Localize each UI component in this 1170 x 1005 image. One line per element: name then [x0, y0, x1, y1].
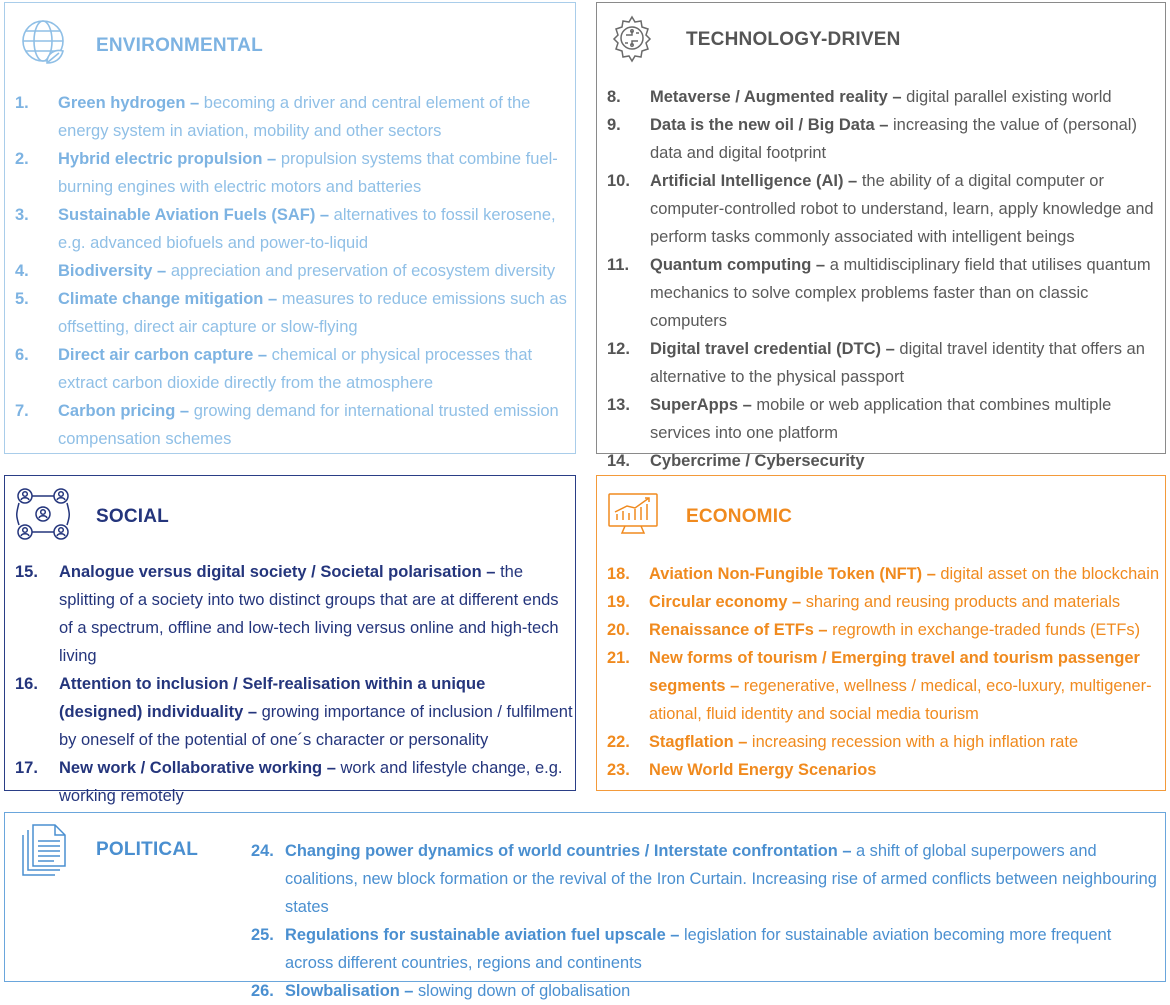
item-term: Regulations for sustainable aviation fuel upscale – — [285, 926, 680, 944]
list-item — [607, 391, 1163, 447]
item-term: New forms of tourism / Emerging travel and tourism passenger segments – — [649, 649, 1140, 695]
item-term: New work / Collaborative working – — [59, 759, 336, 777]
list-item — [251, 921, 1163, 977]
item-description: increasing recession with a high inflation rate — [751, 733, 1079, 751]
documents-icon — [19, 823, 69, 879]
item-term: Carbon pricing – — [58, 402, 190, 420]
item-term: Artificial Intelligence (AI) – — [650, 172, 858, 190]
item-term: Biodiversity – — [58, 262, 167, 280]
item-description: regenerative, wellness / medical, eco-luxury, multigener- ational, fluid identity and social media tourism — [649, 677, 1152, 723]
item-term: Renaissance of ETFs – — [649, 621, 828, 639]
item-description: mobile or web application that combines multiple services into one platform — [650, 396, 1112, 442]
economic-list — [607, 560, 1163, 784]
list-item — [15, 145, 571, 201]
list-item — [15, 201, 571, 257]
list-item — [607, 251, 1163, 335]
item-number: 22. — [607, 733, 630, 751]
item-number: 11. — [607, 256, 630, 274]
item-term: Sustainable Aviation Fuels (SAF) – — [58, 206, 330, 224]
item-term: Data is the new oil / Big Data – — [650, 116, 889, 134]
item-description: the ability of a digital computer or computer-controlled robot to understand, learn, apply knowledge and perform tasks commonly associated with intelligent beings — [650, 172, 1154, 246]
item-term: Attention to inclusion / Self-realisation within a unique (designed) individuality – — [59, 675, 486, 721]
growth-chart-monitor-icon — [607, 490, 659, 536]
item-term: Quantum computing – — [650, 256, 826, 274]
list-item — [607, 83, 1163, 111]
item-number: 13. — [607, 396, 630, 414]
item-term: Circular economy – — [649, 593, 802, 611]
item-description: measures to reduce emissions such as offsetting, direct air capture or slow-flying — [58, 290, 567, 336]
technology-title: TECHNOLOGY-DRIVEN — [686, 29, 901, 50]
item-term: Analogue versus digital society / Societal polarisation – — [59, 563, 496, 581]
item-description: sharing and reusing products and materials — [805, 593, 1121, 611]
item-description: work and lifestyle change, e.g. working remotely — [59, 759, 563, 805]
list-item — [607, 111, 1163, 167]
list-item — [15, 89, 571, 145]
item-term: Digital travel credential (DTC) – — [650, 340, 895, 358]
political-panel — [4, 812, 1166, 1000]
list-item — [607, 756, 1163, 784]
list-item — [251, 837, 1163, 921]
item-number: 3. — [15, 206, 29, 224]
item-description: slowing down of globalisation — [417, 982, 631, 1000]
item-number: 16. — [15, 675, 38, 693]
item-term: SuperApps – — [650, 396, 752, 414]
social-panel — [4, 475, 576, 805]
technology-list — [607, 83, 1163, 475]
item-number: 9. — [607, 116, 621, 134]
item-description: increasing the value of (personal) data and digital footprint — [650, 116, 1137, 162]
item-term: Changing power dynamics of world countries / Interstate confrontation – — [285, 842, 852, 860]
item-term: Slowbalisation – — [285, 982, 414, 1000]
gear-circuit-icon — [607, 13, 657, 63]
item-number: 18. — [607, 565, 630, 583]
item-term: New World Energy Scenarios — [649, 761, 877, 779]
political-title: POLITICAL — [96, 839, 199, 860]
item-term: Aviation Non-Fungible Token (NFT) – — [649, 565, 936, 583]
item-number: 6. — [15, 346, 29, 364]
list-item — [251, 977, 1163, 1005]
item-number: 12. — [607, 340, 630, 358]
item-number: 19. — [607, 593, 630, 611]
item-number: 20. — [607, 621, 630, 639]
item-description: a multidisciplinary field that utilises quantum mechanics to solve complex problems faster than on classic computers — [650, 256, 1151, 330]
item-number: 24. — [251, 842, 274, 860]
item-term: Climate change mitigation – — [58, 290, 278, 308]
item-number: 25. — [251, 926, 274, 944]
list-item — [15, 341, 571, 397]
list-item — [15, 397, 571, 453]
list-item — [607, 616, 1163, 644]
item-number: 15. — [15, 563, 38, 581]
environmental-title: ENVIRONMENTAL — [96, 35, 263, 56]
list-item — [607, 644, 1163, 728]
item-description: alternatives to fossil kerosene, e.g. advanced biofuels and power-to-liquid — [58, 206, 556, 252]
list-item — [15, 285, 571, 341]
list-item — [607, 560, 1163, 588]
item-number: 4. — [15, 262, 29, 280]
environmental-panel — [4, 2, 576, 454]
item-number: 5. — [15, 290, 29, 308]
social-title: SOCIAL — [96, 506, 169, 527]
item-term: Stagflation – — [649, 733, 748, 751]
item-number: 26. — [251, 982, 274, 1000]
item-number: 2. — [15, 150, 29, 168]
item-number: 7. — [15, 402, 29, 420]
item-number: 1. — [15, 94, 29, 112]
item-description: the splitting of a society into two distinct groups that are at different ends of a spectrum, offline and low-tech living versus online and high-tech living — [59, 563, 559, 665]
economic-panel — [596, 475, 1166, 791]
item-number: 14. — [607, 452, 630, 470]
item-term: Hybrid electric propulsion – — [58, 150, 277, 168]
item-description: chemical or physical processes that extract carbon dioxide directly from the atmosphere — [58, 346, 533, 392]
social-list — [15, 558, 573, 810]
item-description: digital asset on the blockchain — [940, 565, 1160, 583]
item-description: legislation for sustainable aviation becoming more frequent across different countries, regions and continents — [285, 926, 1112, 972]
item-description: a shift of global superpowers and coalitions, new block formation or the revival of the Iron Curtain. Increasing rise of armed conflicts between neighbouring states — [285, 842, 1157, 916]
item-description: digital parallel existing world — [906, 88, 1112, 106]
globe-leaf-icon — [17, 15, 69, 67]
item-number: 17. — [15, 759, 38, 777]
item-description: propulsion systems that combine fuel-burning engines with electric motors and batteries — [58, 150, 558, 196]
item-term: Green hydrogen – — [58, 94, 200, 112]
list-item — [15, 754, 573, 810]
item-number: 21. — [607, 649, 630, 667]
list-item — [15, 558, 573, 670]
item-description: digital travel identity that offers an alternative to the physical passport — [650, 340, 1145, 386]
item-term: Metaverse / Augmented reality – — [650, 88, 902, 106]
item-description: growing importance of inclusion / fulfilment by oneself of the potential of one´s character or personality — [59, 703, 573, 749]
item-term: Direct air carbon capture – — [58, 346, 268, 364]
people-network-icon — [15, 486, 71, 542]
list-item — [607, 335, 1163, 391]
item-description: becoming a driver and central element of the energy system in aviation, mobility and other sectors — [58, 94, 531, 140]
list-item — [607, 588, 1163, 616]
item-number: 10. — [607, 172, 630, 190]
economic-title: ECONOMIC — [686, 506, 793, 527]
environmental-list — [15, 89, 571, 453]
item-term: Cybercrime / Cybersecurity — [650, 452, 865, 470]
list-item — [15, 257, 571, 285]
list-item — [607, 167, 1163, 251]
technology-panel — [596, 2, 1166, 470]
item-description: appreciation and preservation of ecosystem diversity — [170, 262, 556, 280]
political-list — [251, 837, 1163, 1005]
list-item — [607, 447, 1163, 475]
item-description: regrowth in exchange-traded funds (ETFs) — [832, 621, 1141, 639]
item-number: 8. — [607, 88, 621, 106]
item-number: 23. — [607, 761, 630, 779]
item-description: growing demand for international trusted emission compensation schemes — [58, 402, 559, 448]
list-item — [15, 670, 573, 754]
list-item — [607, 728, 1163, 756]
